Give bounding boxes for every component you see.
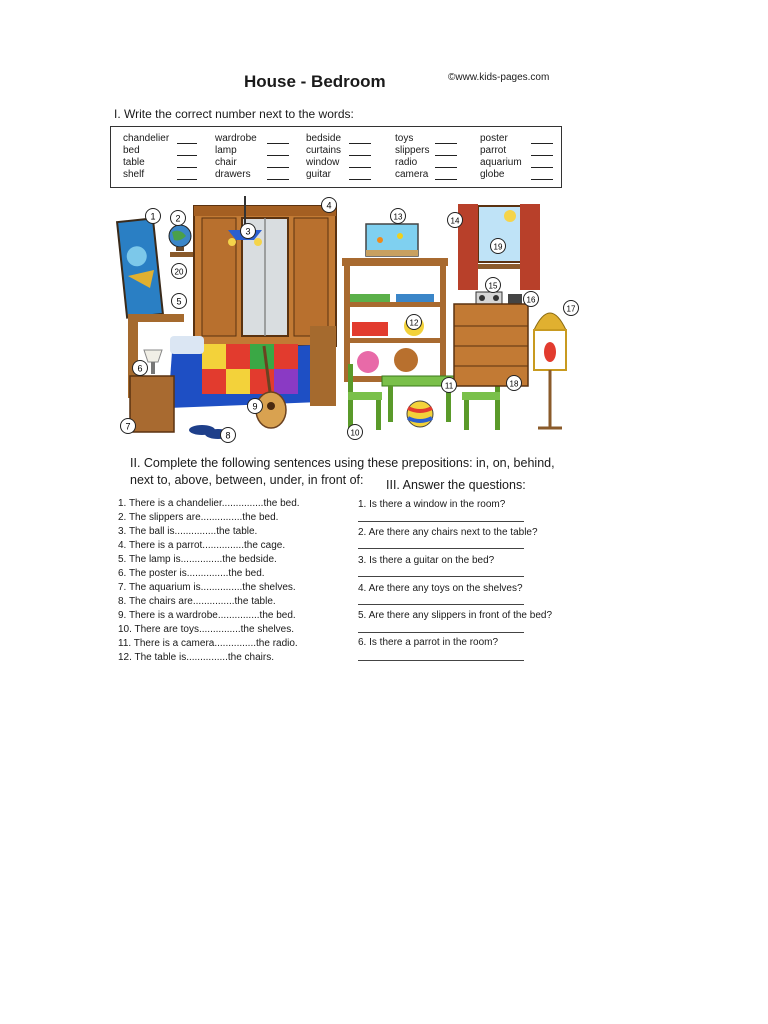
number-callout — [448, 213, 463, 228]
word-bed: bed — [123, 145, 140, 156]
svg-text:5: 5 — [176, 296, 182, 307]
camera-icon — [508, 294, 522, 304]
answer-blank[interactable] — [435, 134, 457, 144]
question-item: 6. Is there a parrot in the room? — [358, 637, 499, 648]
svg-text:12: 12 — [409, 318, 419, 328]
question-item: 5. Are there any slippers in front of the bed? — [358, 610, 553, 621]
svg-text:9: 9 — [252, 401, 258, 412]
sentence-item: 7. The aquarium is...............the shelves. — [118, 582, 296, 593]
word-drawers: drawers — [215, 169, 251, 180]
word-window: window — [306, 157, 340, 168]
number-callout — [507, 376, 522, 391]
number-callout — [491, 239, 506, 254]
sentence-item: 6. The poster is...............the bed. — [118, 568, 265, 579]
site-credit — [448, 72, 549, 83]
svg-text:2: 2 — [175, 213, 181, 224]
word-slippers: slippers — [395, 145, 430, 156]
copyright-icon: © — [448, 72, 456, 83]
word-box — [110, 126, 562, 188]
sentence-item: 9. There is a wardrobe...............the bed. — [118, 610, 296, 621]
poster-icon — [117, 218, 163, 317]
answer-blank[interactable] — [349, 158, 371, 168]
sentence-item: 8. The chairs are...............the table. — [118, 596, 276, 607]
parrot-cage-icon — [534, 313, 566, 428]
answer-line[interactable] — [358, 521, 524, 522]
answer-blank[interactable] — [531, 158, 553, 168]
number-callout — [322, 198, 337, 213]
sentence-item: 4. There is a parrot...............the cage. — [118, 540, 286, 551]
svg-text:16: 16 — [526, 295, 536, 305]
svg-text:4: 4 — [326, 200, 332, 211]
svg-text:8: 8 — [225, 430, 231, 441]
svg-text:14: 14 — [450, 216, 460, 226]
answer-blank[interactable] — [267, 170, 289, 180]
answer-blank[interactable] — [177, 170, 197, 180]
word-radio: radio — [395, 157, 418, 168]
word-toys: toys — [395, 133, 414, 144]
page-title: House - Bedroom — [244, 72, 386, 91]
number-callout — [221, 428, 236, 443]
svg-text:11: 11 — [444, 381, 454, 391]
answer-line[interactable] — [358, 604, 524, 605]
globe-icon — [169, 225, 191, 251]
sentence-item: 2. The slippers are...............the bed. — [118, 512, 279, 523]
svg-text:20: 20 — [174, 267, 184, 277]
section-3-instruction: III. Answer the questions: — [386, 478, 526, 492]
answer-blank[interactable] — [177, 158, 197, 168]
answer-blank[interactable] — [531, 170, 553, 180]
question-item: 3. Is there a guitar on the bed? — [358, 555, 495, 566]
number-callout — [121, 419, 136, 434]
parrot-icon — [544, 342, 556, 362]
number-callout — [248, 399, 263, 414]
word-chandelier: chandelier — [123, 133, 170, 144]
answer-blank[interactable] — [349, 170, 371, 180]
word-globe: globe — [480, 169, 505, 180]
number-callout — [172, 294, 187, 309]
svg-text:3: 3 — [245, 226, 251, 237]
word-shelf: shelf — [123, 169, 145, 180]
sentence-item: 12. The table is...............the chairs. — [118, 652, 275, 663]
svg-text:1: 1 — [150, 211, 156, 222]
answer-blank[interactable] — [531, 146, 553, 156]
word-poster: poster — [480, 133, 508, 144]
number-callout — [442, 378, 457, 393]
word-table: table — [123, 157, 145, 168]
sentence-item: 1. There is a chandelier...............the bed. — [118, 498, 300, 509]
number-callout — [146, 209, 161, 224]
answer-line[interactable] — [358, 660, 524, 661]
svg-text:13: 13 — [393, 212, 403, 222]
word-lamp: lamp — [215, 145, 237, 156]
number-callout — [348, 425, 363, 440]
question-item: 2. Are there any chairs next to the table? — [358, 527, 538, 538]
svg-text:19: 19 — [493, 242, 503, 252]
answer-blank[interactable] — [267, 134, 289, 144]
section-2-instruction-line-2: next to, above, between, under, in front of: — [130, 473, 364, 487]
answer-blank[interactable] — [435, 170, 457, 180]
curtains-icon — [520, 204, 540, 290]
answer-blank[interactable] — [267, 146, 289, 156]
answer-line[interactable] — [358, 548, 524, 549]
sentence-item: 3. The ball is...............the table. — [118, 526, 258, 537]
drawers-icon — [454, 304, 528, 386]
svg-text:6: 6 — [137, 363, 143, 374]
bedside-icon — [130, 376, 174, 432]
sentence-item: 10. There are toys...............the shelves. — [118, 624, 295, 635]
number-callout — [172, 264, 187, 279]
section-1-instruction: I. Write the correct number next to the words: — [114, 107, 354, 121]
svg-text:18: 18 — [509, 379, 519, 389]
number-callout — [486, 278, 501, 293]
site-url: www.kids-pages.com — [455, 72, 550, 83]
number-callout — [241, 224, 256, 239]
radio-icon — [476, 292, 502, 304]
answer-blank[interactable] — [435, 158, 457, 168]
answer-blank[interactable] — [177, 134, 197, 144]
number-callout — [171, 211, 186, 226]
svg-text:17: 17 — [566, 304, 576, 314]
answer-blank[interactable] — [531, 134, 553, 144]
answer-blank[interactable] — [435, 146, 457, 156]
answer-blank[interactable] — [267, 158, 289, 168]
aquarium-icon — [366, 224, 418, 256]
ball-icon — [407, 401, 433, 427]
word-camera: camera — [395, 169, 429, 180]
sentence-item: 11. There is a camera...............the radio. — [118, 638, 298, 649]
answer-line[interactable] — [358, 632, 524, 633]
question-item: 4. Are there any toys on the shelves? — [358, 583, 523, 594]
word-curtains: curtains — [306, 145, 342, 156]
svg-text:10: 10 — [350, 428, 360, 438]
number-callout — [391, 209, 406, 224]
word-guitar: guitar — [306, 169, 332, 180]
svg-text:7: 7 — [125, 421, 131, 432]
question-item: 1. Is there a window in the room? — [358, 499, 506, 510]
number-callout — [524, 292, 539, 307]
word-wardrobe: wardrobe — [215, 133, 257, 144]
word-aquarium: aquarium — [480, 157, 522, 168]
svg-text:15: 15 — [488, 281, 498, 291]
number-callout — [133, 361, 148, 376]
word-chair: chair — [215, 157, 237, 168]
wardrobe-icon — [194, 206, 336, 346]
word-bedside: bedside — [306, 133, 342, 144]
number-callout — [564, 301, 579, 316]
answer-blank[interactable] — [349, 146, 371, 156]
sentence-item: 5. The lamp is...............the bedside. — [118, 554, 277, 565]
bedroom-illustration — [110, 196, 580, 446]
number-callout — [407, 315, 422, 330]
section-2-instruction-line-1: II. Complete the following sentences using these prepositions: in, on, behind, — [130, 456, 555, 470]
answer-blank[interactable] — [349, 134, 371, 144]
word-parrot: parrot — [480, 145, 507, 156]
answer-blank[interactable] — [177, 146, 197, 156]
answer-line[interactable] — [358, 576, 524, 577]
